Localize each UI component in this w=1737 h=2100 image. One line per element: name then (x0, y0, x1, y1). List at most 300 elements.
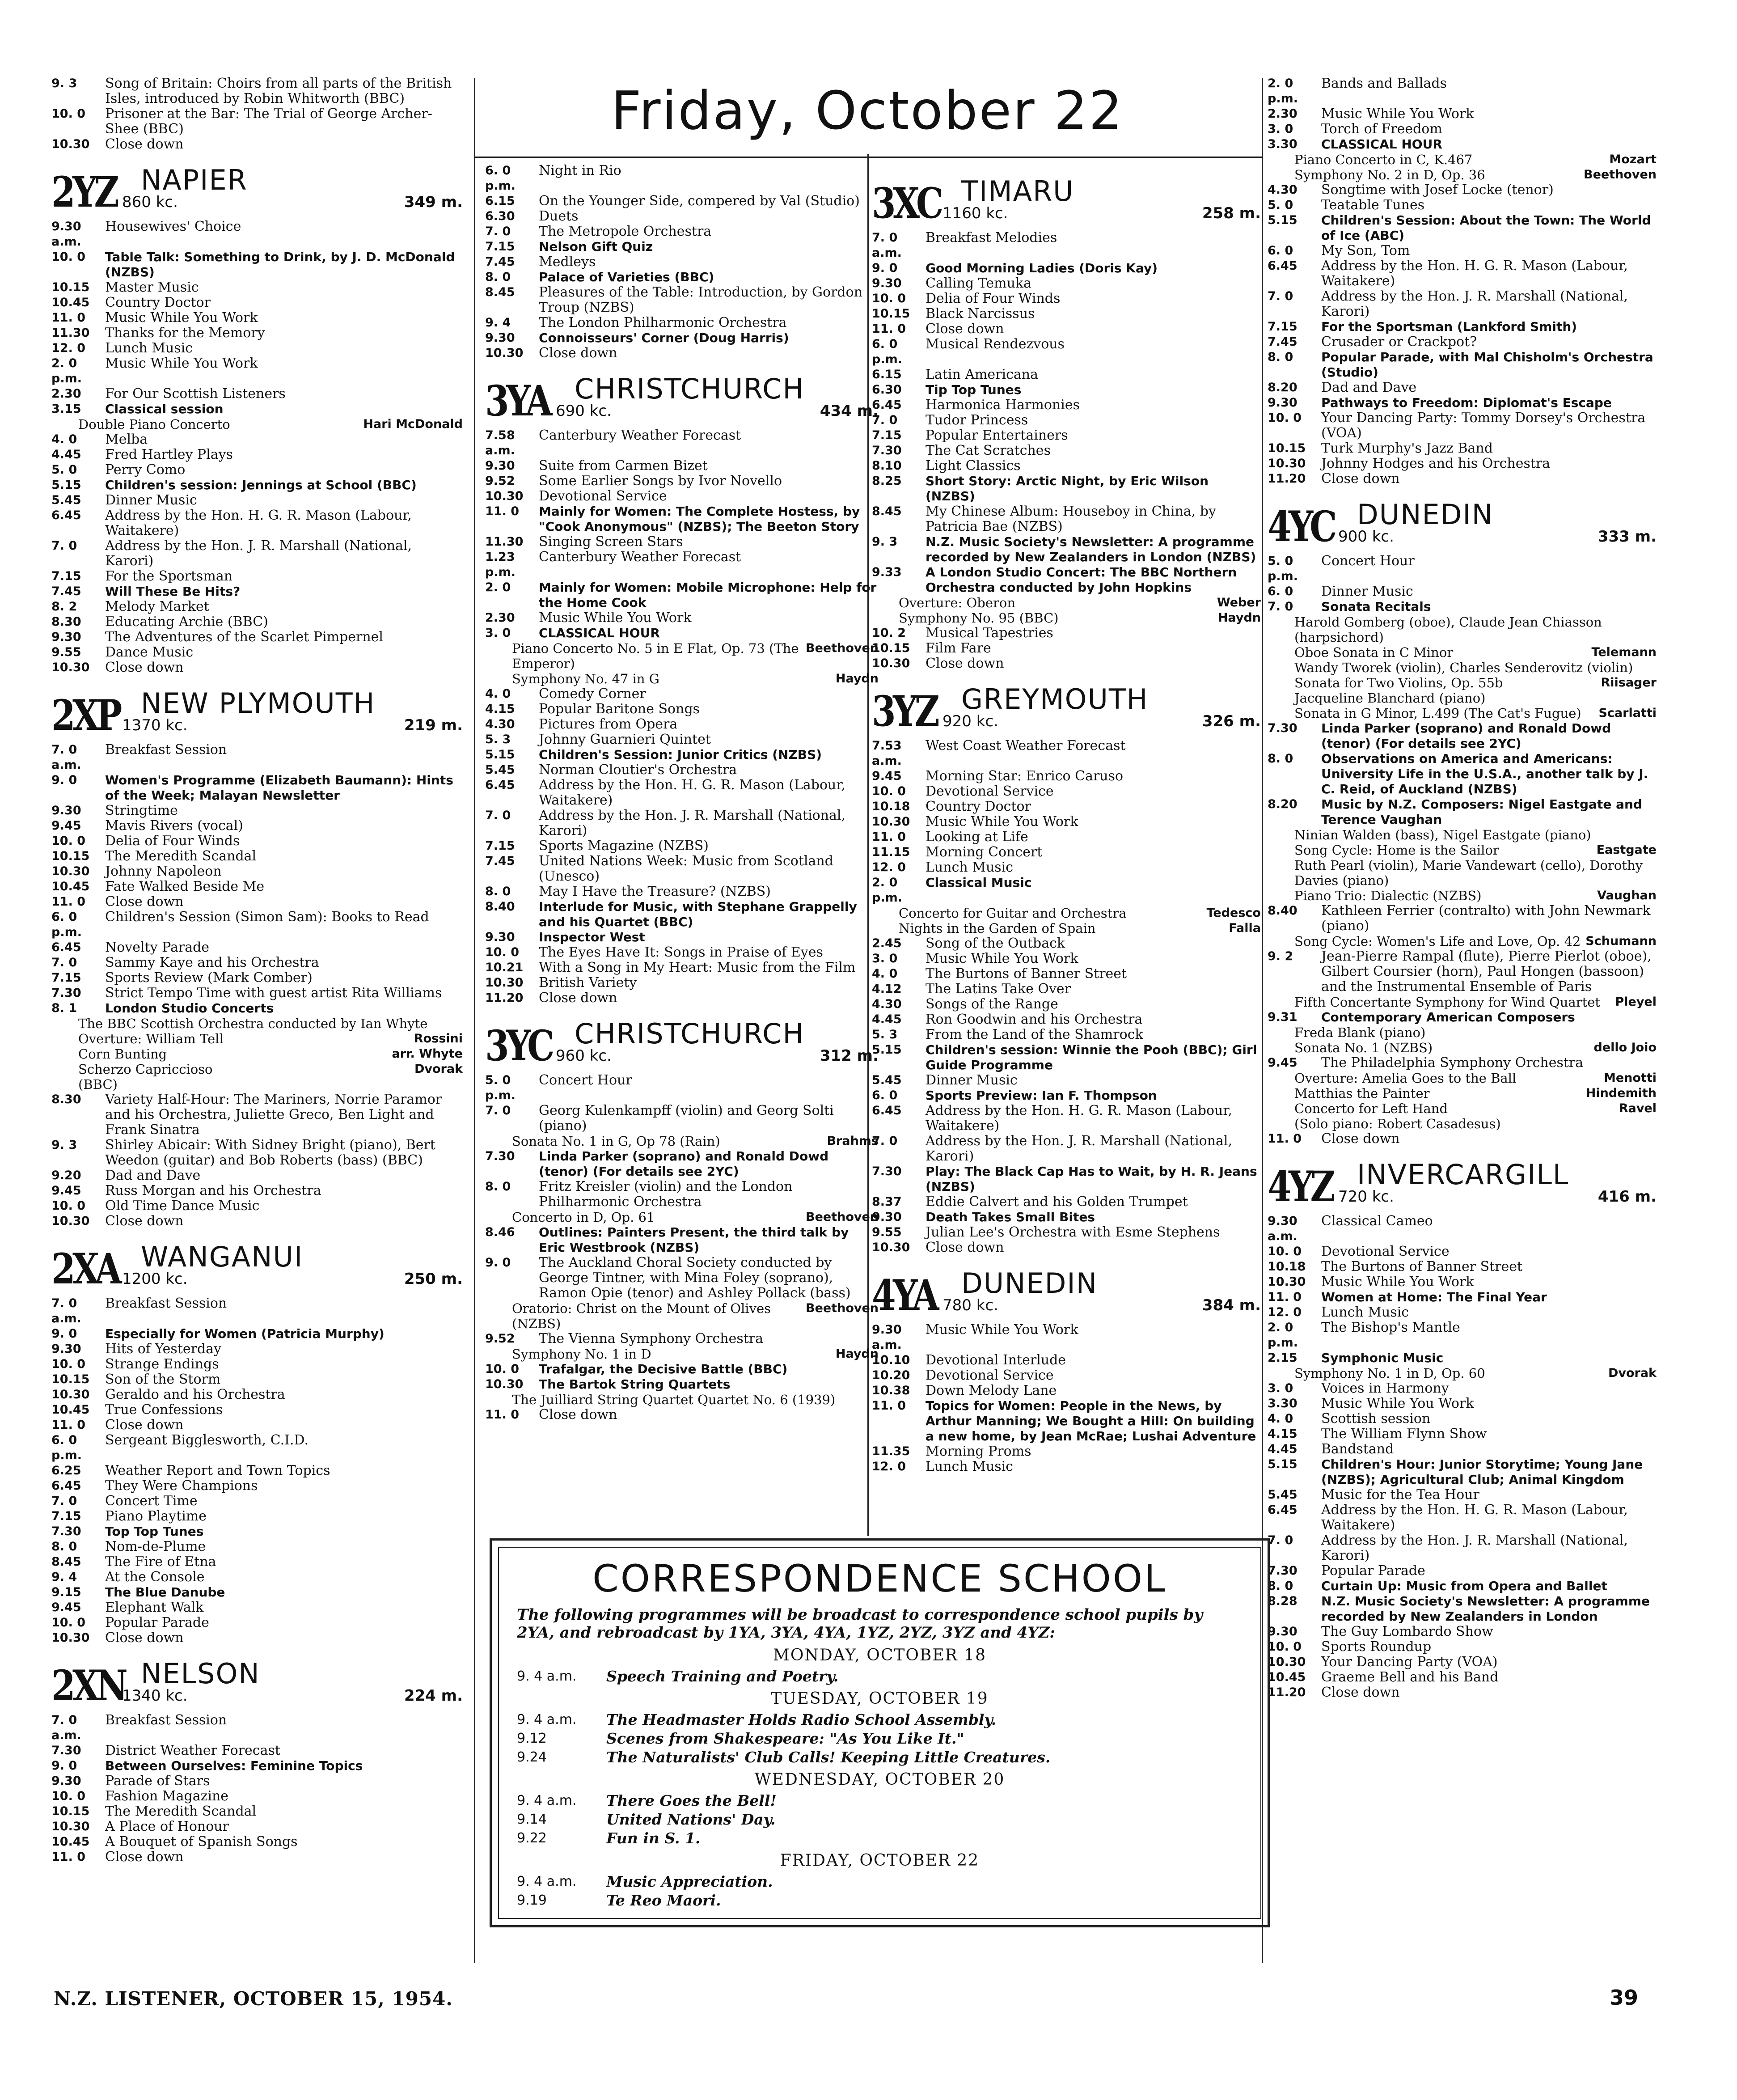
schedule-programme: Close down (1321, 1131, 1400, 1147)
composition-row (1268, 1116, 1657, 1131)
schedule-row (51, 910, 463, 940)
schedule-row (872, 1194, 1261, 1210)
composition-row (51, 1046, 463, 1062)
schedule-programme: Melody Market (105, 599, 209, 614)
schedule-time: 11.30 (485, 535, 524, 549)
schedule-programme: Song of the Outback (926, 936, 1065, 951)
schedule-time: 7. 0 (1268, 1533, 1293, 1547)
schedule-programme: Thanks for the Memory (105, 325, 265, 341)
schedule-row (872, 1398, 1261, 1444)
schedule-programme: Women at Home: The Final Year (1321, 1290, 1547, 1304)
schedule-programme: Classical Cameo (1321, 1213, 1433, 1229)
station-city: NAPIER (141, 164, 248, 196)
station-city: DUNEDIN (1357, 498, 1494, 531)
schedule-row (485, 1179, 879, 1210)
schedule-row (1268, 380, 1657, 395)
schedule-row (872, 1444, 1261, 1459)
correspondence-school-days (517, 1646, 1243, 1910)
schedule-time: 10.30 (872, 656, 910, 670)
schedule-time: 4.15 (1268, 1427, 1297, 1441)
composition-title: (Solo piano: Robert Casadesus) (1294, 1116, 1501, 1131)
schedule-row (485, 1255, 879, 1301)
schedule-row (485, 1225, 879, 1255)
schedule-time: 2.30 (51, 387, 81, 401)
schedule-row (1268, 334, 1657, 350)
schedule-row (51, 614, 463, 630)
schedule-time: 6.45 (51, 508, 81, 522)
schedule-row (485, 330, 879, 346)
schedule-row (872, 534, 1261, 565)
schedule-time: 9.30 (51, 630, 81, 644)
schedule-programme: Music While You Work (926, 1322, 1078, 1338)
schedule-row (51, 1494, 463, 1509)
schedule-programme: For Our Scottish Listeners (105, 386, 286, 402)
schedule-time: 8.25 (872, 474, 902, 488)
schedule-time: 4.30 (872, 997, 902, 1011)
composer-name: Scarlatti (1598, 706, 1657, 720)
composition-title: Piano Trio: Dialectic (NZBS) (1294, 888, 1482, 903)
schedule-row (872, 1368, 1261, 1383)
composition-title: The Juilliard String Quartet Quartet No. 6 (1939) (512, 1392, 836, 1407)
schedule-row (51, 864, 463, 879)
schedule-programme: Address by the Hon. J. R. Marshall (National, Karori) (1321, 1533, 1628, 1563)
composition-title: Overture: William Tell (78, 1031, 224, 1046)
schedule-row (485, 428, 879, 458)
composition-row (1268, 645, 1657, 660)
schedule-programme: Music by N.Z. Composers: Nigel Eastgate and Terence Vaughan (1321, 797, 1642, 827)
schedule-time: 9. 3 (51, 76, 77, 90)
schedule-programme: At the Console (105, 1569, 205, 1585)
schedule-time: 7. 0 a.m. (51, 1296, 81, 1325)
column-2 (485, 163, 879, 1423)
schedule-programme: The Burtons of Banner Street (1321, 1259, 1523, 1274)
schedule-time: 7. 0 (1268, 600, 1293, 614)
station-wavelength: 250 m. (404, 1270, 463, 1288)
schedule-time: 9.45 (51, 1184, 81, 1198)
schedule-row (872, 1088, 1261, 1103)
schedule-time: 10.30 (51, 1631, 90, 1645)
schedule-time: 7. 0 (1268, 289, 1293, 303)
composition-row (1268, 152, 1657, 167)
schedule-row (1268, 1274, 1657, 1290)
schedule-programme: Close down (1321, 471, 1400, 487)
schedule-row (485, 838, 879, 854)
schedule-row (1268, 1594, 1657, 1624)
schedule-row (51, 1509, 463, 1524)
schedule-row (872, 504, 1261, 534)
schedule-row (51, 803, 463, 818)
composer-name: Hindemith (1585, 1086, 1657, 1100)
composition-title: Symphony No. 95 (BBC) (899, 610, 1059, 626)
schedule-row (51, 986, 463, 1001)
composer-name: Beethoven (1583, 168, 1657, 182)
composition-title: Concerto for Guitar and Orchestra (899, 906, 1127, 921)
schedule-programme: Music While You Work (105, 310, 258, 326)
schedule-programme: Sports Preview: Ian F. Thompson (926, 1088, 1157, 1103)
schedule-row (872, 936, 1261, 951)
composition-row (485, 671, 879, 686)
schedule-programme: Fritz Kreisler (violin) and the London Philharmonic Orchestra (539, 1179, 793, 1210)
schedule-row (485, 489, 879, 504)
schedule-programme: Country Doctor (926, 799, 1031, 814)
composer-name: Brahms (827, 1134, 879, 1148)
schedule-time: 8.20 (1268, 797, 1297, 811)
schedule-row (51, 1539, 463, 1554)
schedule-row (1268, 903, 1657, 934)
composer-name: Beethoven (805, 1210, 879, 1224)
schedule-programme: Address by the Hon. J. R. Marshall (National, Karori) (1321, 288, 1628, 319)
schedule-programme: Dinner Music (926, 1072, 1018, 1088)
schedule-time: 10.30 (51, 1214, 90, 1228)
schedule-time: 6. 0 p.m. (485, 164, 516, 193)
schedule-row (485, 285, 879, 315)
schedule-time: 10. 0 (51, 834, 86, 848)
schedule-programme: Morning Star: Enrico Caruso (926, 768, 1124, 784)
schedule-row (1268, 1457, 1657, 1487)
schedule-row (872, 1134, 1261, 1164)
schedule-time: 7. 0 (872, 1134, 898, 1148)
schedule-time: 6.45 (872, 1104, 902, 1118)
schedule-row (872, 1042, 1261, 1073)
station-header (51, 687, 463, 740)
schedule-time: 9.55 (51, 645, 81, 659)
schedule-programme: Country Doctor (105, 295, 211, 310)
schedule-programme: Close down (105, 1849, 184, 1865)
schedule-time: 9.30 (51, 804, 81, 817)
schedule-time: 7. 0 (872, 413, 898, 427)
composer-name: Vaughan (1597, 889, 1657, 902)
correspondence-lesson: Scenes from Shakespeare: "As You Like It." (606, 1730, 964, 1747)
schedule-programme: Your Dancing Party: Tommy Dorsey's Orchestra (VOA) (1321, 410, 1646, 441)
schedule-programme: Table Talk: Something to Drink, by J. D. McDonald (NZBS) (105, 250, 455, 279)
schedule-programme: Observations on America and Americans: University Life in the U.S.A., another talk by J. C. Reid, of Auckland (NZBS) (1321, 751, 1648, 796)
composition-row (51, 417, 463, 432)
schedule-time: 10.30 (1268, 1275, 1306, 1289)
schedule-programme: Children's Hour: Junior Storytime; Young Jane (NZBS); Agricultural Club; Animal Kingdom (1321, 1457, 1643, 1487)
schedule-programme: Nom-de-Plume (105, 1539, 206, 1554)
schedule-row (872, 1383, 1261, 1398)
schedule-time: 8.40 (1268, 904, 1297, 918)
schedule-programme: Morning Proms (926, 1444, 1031, 1459)
schedule-row (51, 742, 463, 773)
schedule-programme: Songtime with Josef Locke (tenor) (1321, 182, 1554, 198)
schedule-time: 9.30 a.m. (872, 1323, 902, 1352)
schedule-programme: Top Top Tunes (105, 1524, 204, 1539)
schedule-row (51, 1357, 463, 1372)
station-callsign: 4YC (1268, 502, 1334, 551)
schedule-time: 10. 0 (51, 250, 86, 264)
schedule-programme: The Blue Danube (105, 1585, 225, 1600)
correspondence-lesson: The Headmaster Holds Radio School Assembly. (606, 1711, 997, 1728)
station-wavelength: 258 m. (1202, 204, 1261, 222)
schedule-row (51, 1001, 463, 1016)
schedule-row (1268, 1214, 1657, 1244)
composer-name: Pleyel (1615, 995, 1657, 1009)
schedule-time: 7. 0 (51, 956, 77, 970)
schedule-programme: Turk Murphy's Jazz Band (1321, 440, 1493, 456)
schedule-programme: Pictures from Opera (539, 716, 678, 732)
page-title: Friday, October 22 (611, 80, 1124, 141)
schedule-row (485, 580, 879, 610)
schedule-programme: Children's session: Jennings at School (BBC) (105, 478, 417, 492)
schedule-row (485, 270, 879, 285)
schedule-row (51, 1774, 463, 1789)
station-city: WANGANUI (141, 1241, 304, 1273)
schedule-programme: My Son, Tom (1321, 243, 1410, 258)
station-city: DUNEDIN (961, 1267, 1098, 1300)
schedule-time: 7. 0 a.m. (872, 231, 902, 260)
composition-row (1268, 1071, 1657, 1086)
schedule-row (872, 413, 1261, 428)
schedule-programme: Devotional Service (926, 1368, 1054, 1383)
station-frequency: 1370 kc. (122, 716, 188, 734)
schedule-programme: Shirley Abicair: With Sidney Bright (piano), Bert Weedon (guitar) and Bob Roberts (bass) (BBC) (105, 1137, 435, 1168)
schedule-row (1268, 258, 1657, 289)
schedule-row (51, 645, 463, 660)
correspondence-day-heading: FRIDAY, OCTOBER 22 (780, 1851, 980, 1870)
schedule-programme: Breakfast Session (105, 742, 227, 758)
schedule-row (1268, 1487, 1657, 1503)
schedule-programme: Johnny Hodges and his Orchestra (1321, 456, 1551, 471)
schedule-row (485, 1377, 879, 1392)
composition-row (1268, 995, 1657, 1010)
schedule-time: 9.30 (872, 276, 902, 290)
schedule-programme: Nelson Gift Quiz (539, 239, 653, 254)
schedule-row (872, 1012, 1261, 1027)
schedule-programme: Death Takes Small Bites (926, 1210, 1095, 1224)
schedule-time: 4.15 (485, 702, 515, 716)
schedule-row (51, 1402, 463, 1418)
schedule-programme: Linda Parker (soprano) and Ronald Dowd (tenor) (For details see 2YC) (539, 1149, 829, 1179)
schedule-programme: Bands and Ballads (1321, 76, 1447, 91)
composition-row (1268, 706, 1657, 721)
schedule-time: 10.21 (485, 961, 524, 974)
schedule-time: 5.45 (1268, 1488, 1297, 1502)
schedule-row (485, 991, 879, 1006)
schedule-programme: The Auckland Choral Society conducted by George Tintner, with Mina Foley (soprano), Ramon Opie (tenor) and Ashley Pollack (bass) (539, 1255, 851, 1301)
schedule-time: 11.15 (872, 845, 910, 859)
schedule-time: 9.30 (1268, 1625, 1297, 1639)
schedule-programme: Singing Screen Stars (539, 534, 683, 550)
schedule-time: 2. 0 p.m. (51, 356, 82, 385)
schedule-row (51, 1168, 463, 1183)
schedule-time: 6.30 (872, 383, 902, 397)
schedule-time: 5. 3 (872, 1028, 898, 1042)
schedule-time: 11. 0 (872, 1399, 906, 1413)
schedule-row (485, 945, 879, 960)
schedule-row (1268, 456, 1657, 471)
schedule-row (1268, 1503, 1657, 1533)
schedule-programme: Inspector West (539, 930, 645, 944)
schedule-programme: For the Sportsman (Lankford Smith) (1321, 319, 1577, 334)
station-frequency: 720 kc. (1338, 1188, 1394, 1206)
schedule-time: 10. 2 (872, 626, 906, 640)
composition-row (51, 1062, 463, 1077)
schedule-programme: Concert Time (105, 1493, 198, 1509)
schedule-time: 4. 0 (1268, 1412, 1293, 1426)
schedule-row (51, 1463, 463, 1478)
schedule-programme: Graeme Bell and his Band (1321, 1669, 1499, 1685)
schedule-programme: Children's Session: Junior Critics (NZBS) (539, 747, 822, 762)
schedule-row (51, 1524, 463, 1539)
schedule-time: 10.30 (51, 1820, 90, 1833)
schedule-row (51, 219, 463, 250)
schedule-time: 6.15 (485, 194, 515, 208)
schedule-row (485, 1331, 879, 1346)
schedule-programme: Sports Magazine (NZBS) (539, 838, 709, 854)
schedule-time: 8. 0 (51, 1540, 77, 1554)
station-wavelength: 333 m. (1598, 528, 1657, 546)
composition-title: Symphony No. 1 in D, Op. 60 (1294, 1366, 1485, 1381)
schedule-time: 10.30 (51, 864, 90, 878)
schedule-programme: Close down (105, 136, 184, 152)
schedule-programme: Women's Programme (Elizabeth Baumann): Hints of the Week; Malayan Newsletter (105, 773, 453, 803)
schedule-programme: Devotional Service (926, 783, 1054, 799)
schedule-time: 10.45 (1268, 1670, 1306, 1684)
schedule-programme: Voices in Harmony (1321, 1380, 1449, 1396)
schedule-time: 9. 0 (51, 1327, 77, 1341)
schedule-time: 6.45 (51, 940, 81, 954)
schedule-programme: The Bartok String Quartets (539, 1377, 731, 1392)
schedule-row (51, 402, 463, 417)
schedule-row (1268, 1411, 1657, 1427)
schedule-programme: Latin Americana (926, 367, 1039, 382)
schedule-row (872, 845, 1261, 860)
schedule-row (51, 1850, 463, 1865)
schedule-time: 8. 0 (1268, 1579, 1293, 1593)
schedule-programme: The Adventures of the Scarlet Pimpernel (105, 629, 384, 645)
schedule-programme: Scottish session (1321, 1411, 1431, 1427)
schedule-programme: Housewives' Choice (105, 219, 241, 234)
composition-title: Overture: Oberon (899, 595, 1016, 610)
station-block (51, 1241, 463, 1646)
schedule-row (1268, 584, 1657, 599)
schedule-time: 10.15 (51, 280, 90, 294)
schedule-programme: Address by the Hon. H. G. R. Mason (Labour, Waitakere) (926, 1103, 1232, 1134)
schedule-programme: Looking at Life (926, 829, 1028, 845)
schedule-row (872, 1164, 1261, 1194)
schedule-row (485, 239, 879, 254)
schedule-row (51, 1630, 463, 1646)
schedule-programme: Sammy Kaye and his Orchestra (105, 955, 319, 970)
schedule-row (51, 1789, 463, 1804)
schedule-row (872, 656, 1261, 671)
schedule-programme: Breakfast Session (105, 1296, 227, 1311)
schedule-row (51, 1570, 463, 1585)
schedule-programme: Close down (105, 660, 184, 675)
schedule-row (872, 875, 1261, 906)
schedule-time: 7. 0 (485, 1104, 511, 1118)
schedule-time: 7.45 (485, 854, 515, 868)
schedule-programme: The William Flynn Show (1321, 1426, 1487, 1442)
schedule-time: 7.15 (485, 240, 515, 254)
schedule-row (485, 975, 879, 991)
schedule-programme: Devotional Service (539, 488, 667, 504)
station-frequency: 900 kc. (1338, 528, 1394, 546)
schedule-row (872, 306, 1261, 322)
schedule-programme: Torch of Freedom (1321, 121, 1442, 137)
schedule-time: 7.15 (485, 839, 515, 853)
column-1 (51, 76, 463, 1865)
schedule-programme: Topics for Women: People in the News, by Arthur Manning; We Bought a Hill: On building a new home, by Jean McRae; Lushai Adventure (926, 1398, 1256, 1444)
schedule-row (1268, 1055, 1657, 1071)
schedule-row (1268, 319, 1657, 334)
schedule-row (51, 1743, 463, 1758)
schedule-time: 9.45 (51, 1600, 81, 1614)
station-header (51, 164, 463, 217)
schedule-programme: The Bishop's Mantle (1321, 1320, 1460, 1335)
composition-title: Song Cycle: Women's Life and Love, Op. 42 (1294, 934, 1581, 949)
schedule-time: 2. 0 p.m. (1268, 76, 1298, 106)
schedule-row (872, 261, 1261, 276)
schedule-programme: Connoisseurs' Corner (Doug Harris) (539, 330, 789, 345)
schedule-row (1268, 751, 1657, 797)
schedule-row (1268, 1533, 1657, 1563)
composition-title: Sonata No. 1 in G, Op 78 (Rain) (512, 1134, 720, 1149)
schedule-row (485, 534, 879, 550)
schedule-row (1268, 1320, 1657, 1351)
schedule-time: 8. 0 (1268, 752, 1293, 766)
schedule-time: 10.30 (872, 1241, 910, 1254)
schedule-row (1268, 721, 1657, 751)
schedule-row (485, 884, 879, 899)
column-3 (872, 163, 1261, 1474)
station-frequency: 690 kc. (556, 402, 612, 420)
schedule-programme: Good Morning Ladies (Doris Kay) (926, 261, 1158, 275)
schedule-time: 5.15 (1268, 1457, 1297, 1471)
schedule-programme: Hits of Yesterday (105, 1341, 221, 1357)
composition-title: Piano Concerto in C, K.467 (1294, 152, 1473, 167)
schedule-row (872, 951, 1261, 966)
schedule-programme: Old Time Dance Music (105, 1198, 260, 1214)
schedule-row (51, 137, 463, 152)
schedule-programme: The Meredith Scandal (105, 1804, 257, 1819)
station-block (1268, 76, 1657, 487)
composition-row (1268, 1025, 1657, 1040)
composition-row (1268, 1101, 1657, 1116)
correspondence-time: 9. 4 a.m. (517, 1793, 577, 1808)
schedule-programme: Linda Parker (soprano) and Ronald Dowd (tenor) (For details see 2YC) (1321, 721, 1611, 751)
schedule-time: 7. 0 (51, 539, 77, 553)
schedule-row (872, 830, 1261, 845)
schedule-programme: Sports Roundup (1321, 1639, 1432, 1655)
schedule-row (485, 960, 879, 975)
station-callsign: 3YZ (872, 687, 937, 736)
schedule-row (51, 1183, 463, 1198)
schedule-row (485, 626, 879, 641)
schedule-time: 11. 0 (872, 322, 906, 336)
composition-title: Symphony No. 1 in D (512, 1346, 651, 1362)
composition-title: Concerto for Left Hand (1294, 1101, 1448, 1116)
schedule-programme: Popular Entertainers (926, 428, 1068, 443)
station-wavelength: 312 m. (820, 1047, 879, 1065)
schedule-programme: Son of the Storm (105, 1372, 221, 1387)
schedule-time: 8.37 (872, 1195, 902, 1209)
schedule-time: 6.15 (872, 368, 902, 381)
schedule-row (1268, 441, 1657, 456)
schedule-programme: Close down (926, 656, 1004, 671)
schedule-time: 2.30 (485, 611, 515, 625)
schedule-programme: Black Narcissus (926, 306, 1035, 322)
schedule-programme: Lunch Music (926, 1459, 1014, 1474)
schedule-row (51, 250, 463, 280)
schedule-time: 9. 0 (51, 1759, 77, 1773)
schedule-programme: Address by the Hon. H. G. R. Mason (Labour, Waitakere) (105, 508, 412, 538)
schedule-row (51, 1342, 463, 1357)
schedule-time: 11.20 (1268, 1685, 1306, 1699)
schedule-programme: Short Story: Arctic Night, by Eric Wilson (NZBS) (926, 474, 1209, 504)
schedule-programme: Musical Rendezvous (926, 336, 1065, 352)
